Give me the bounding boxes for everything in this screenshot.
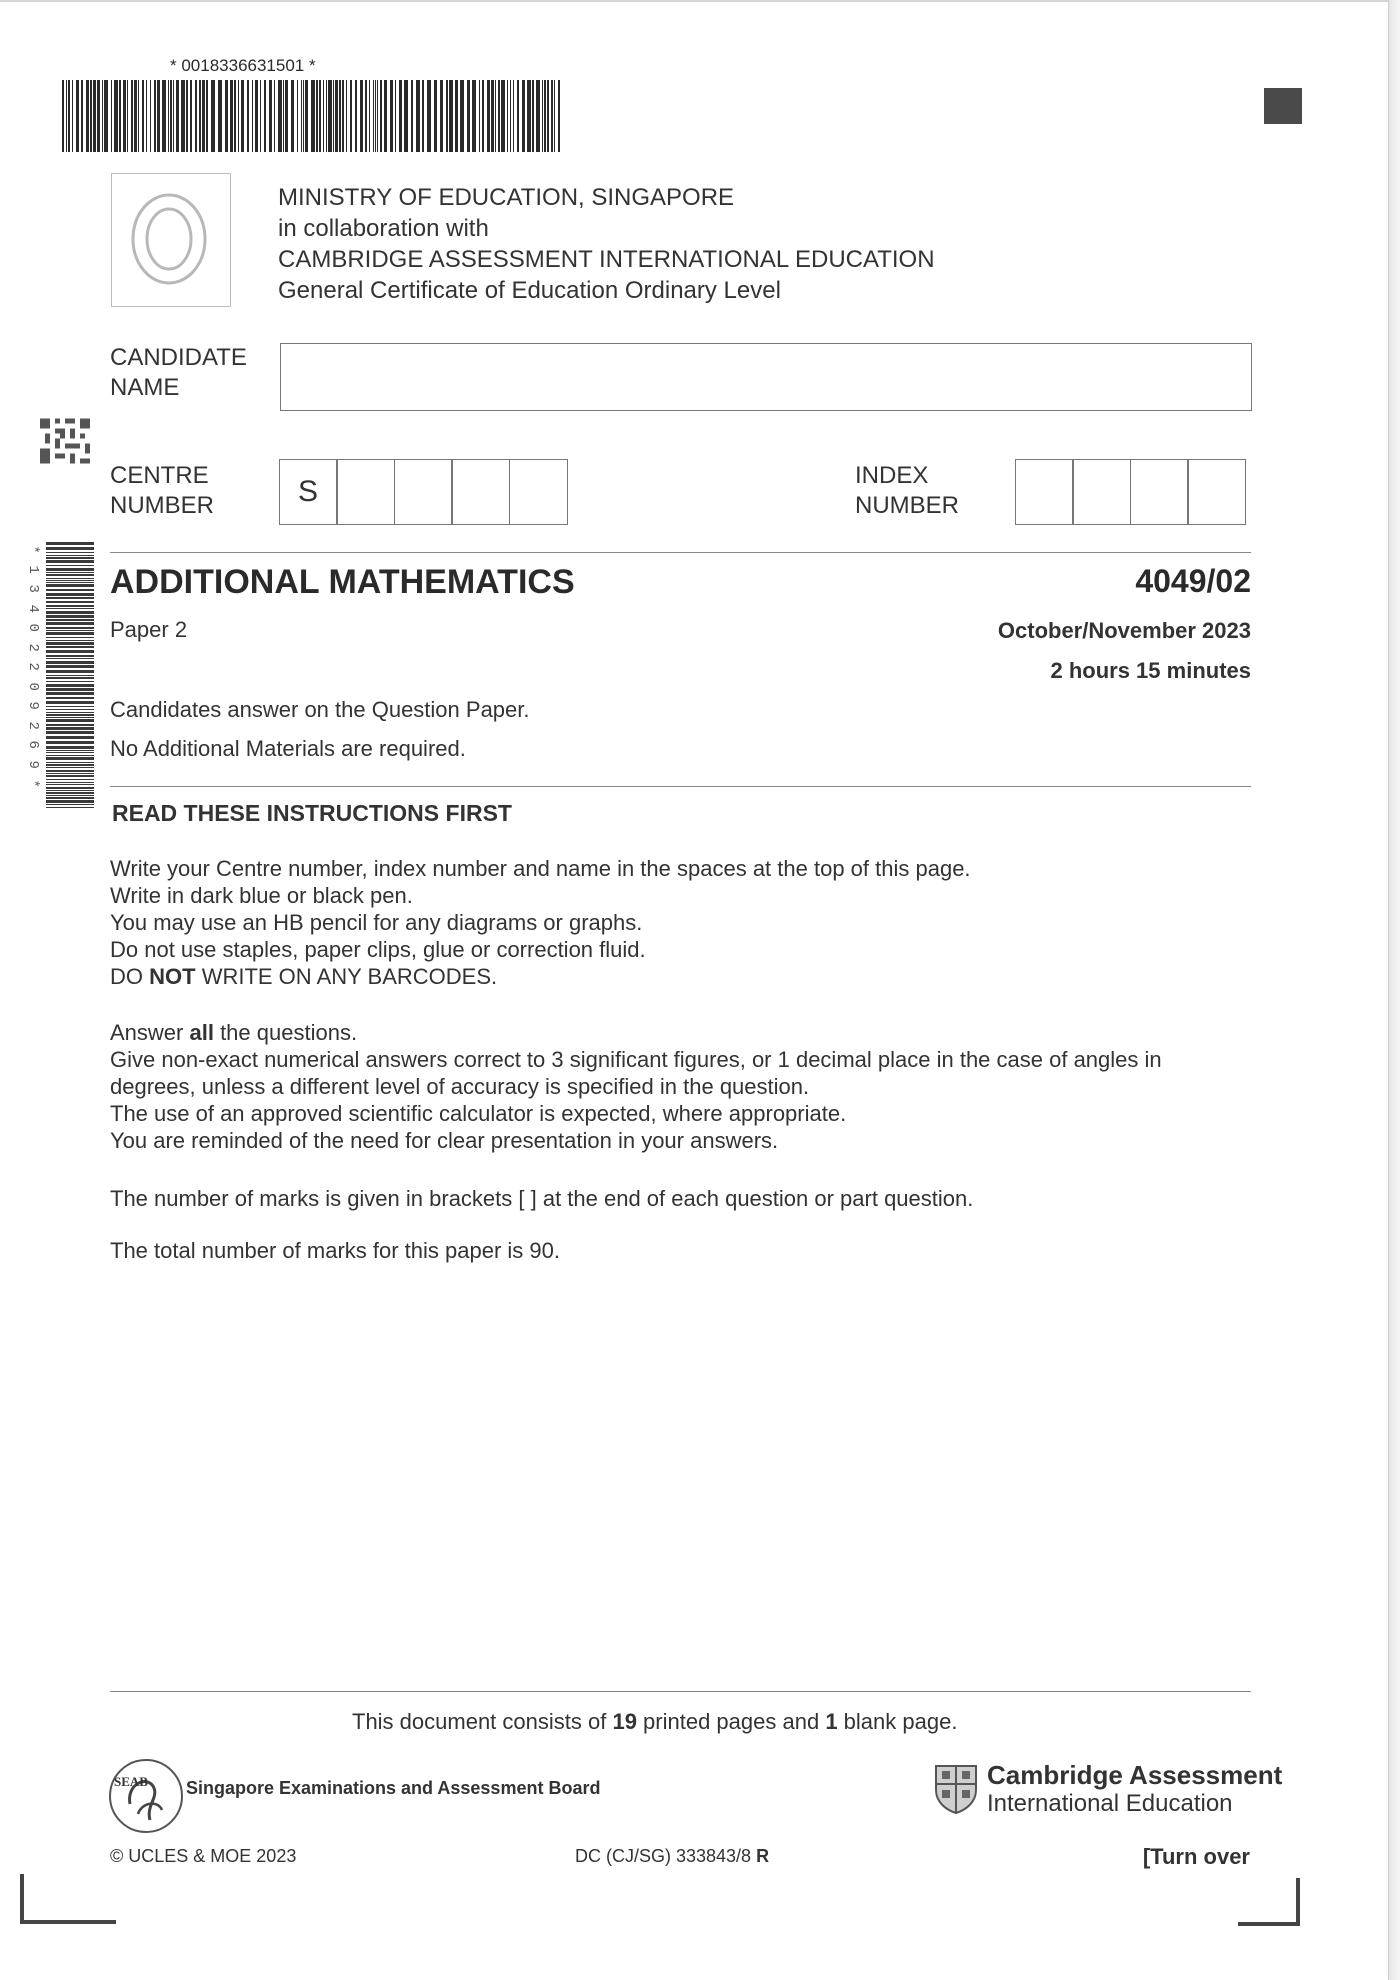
institution-line-1: MINISTRY OF EDUCATION, SINGAPORE (278, 184, 735, 211)
barcode-bar (119, 80, 121, 152)
barcode-bar (46, 755, 94, 756)
barcode-bar (154, 80, 156, 152)
index-number-label-line2: NUMBER (855, 492, 960, 519)
copyright: © UCLES & MOE 2023 (110, 1846, 297, 1866)
barcode-bar (365, 80, 367, 152)
barcode-bar (46, 555, 94, 556)
barcode-bar (46, 767, 94, 768)
institution-line-4: General Certificate of Education Ordinary Level (278, 277, 781, 304)
barcode-bar (46, 795, 94, 796)
candidate-name-label-line1: CANDIDATE (110, 344, 247, 371)
barcode-bar (542, 80, 543, 152)
barcode-bar (46, 677, 94, 679)
barcode-bar (199, 80, 201, 152)
barcode-bar (46, 670, 94, 673)
centre-number-label (110, 461, 214, 521)
barcode-bar (114, 80, 118, 152)
barcode-bar (46, 646, 94, 648)
barcode-bar (46, 746, 94, 749)
barcode-bar (46, 697, 94, 699)
institution-line-2: in collaboration with (278, 215, 489, 242)
barcode-bar (46, 615, 94, 618)
barcode-bar (127, 80, 128, 152)
barcode-bar (150, 80, 151, 152)
barcode-bar (93, 80, 96, 152)
qr-code-icon (40, 418, 90, 464)
barcode-bar (434, 80, 437, 152)
barcode-bar (554, 80, 555, 152)
barcode-bar (350, 80, 352, 152)
barcode-bar (46, 719, 94, 722)
barcode-bar (46, 640, 94, 641)
barcode-bar (46, 764, 94, 766)
barcode-bar (446, 80, 448, 152)
printed-pages-count: 19 (612, 1709, 637, 1734)
barcode-bar (395, 80, 396, 152)
barcode-bar (241, 80, 244, 152)
document-code (575, 1846, 769, 1867)
barcode-bar (186, 80, 188, 152)
barcode-bar (297, 80, 298, 152)
index-number-digit[interactable] (1015, 459, 1074, 525)
barcode-bar (46, 630, 94, 631)
barcode-bar (46, 800, 94, 803)
barcode-bar (335, 80, 338, 152)
centre-number-field[interactable] (280, 459, 568, 525)
barcode-bar (536, 80, 540, 152)
barcode-bar (81, 80, 83, 152)
barcode-bar (479, 80, 480, 152)
barcode-bar (46, 775, 94, 777)
barcode-bar (111, 80, 112, 152)
barcode-bar (46, 637, 94, 638)
barcode-bar (316, 80, 318, 152)
barcode-bar (46, 750, 94, 751)
barcode-bar (162, 80, 166, 152)
barcode-bar (157, 80, 160, 152)
marks-note: The number of marks is given in brackets [ ] at the end of each question or part question. (110, 1186, 974, 1211)
instruction-emphasis: all (189, 1020, 214, 1045)
instructions-block-2 (110, 1019, 1255, 1154)
paper-label: Paper 2 (110, 617, 188, 642)
barcode-bar (46, 661, 94, 664)
barcode-bar (513, 80, 514, 152)
materials-line-2: No Additional Materials are required. (110, 736, 466, 761)
barcode-bar (225, 80, 228, 152)
barcode-bar (123, 80, 126, 152)
barcode-bar (238, 80, 239, 152)
barcode-bar (427, 80, 431, 152)
side-barcode-digit: 3 (24, 584, 41, 593)
page-right-edge (1388, 0, 1400, 1980)
barcode-bar (46, 709, 94, 710)
barcode-bar (46, 560, 94, 563)
barcode-bar (86, 80, 89, 152)
instruction-line: Give non-exact numerical answers correct to 3 significant figures, or 1 decimal place in the case of angles in (110, 1047, 1162, 1072)
barcode-bar (544, 80, 546, 152)
barcode-bar (305, 80, 308, 152)
side-barcode-digit: 4 (24, 604, 41, 613)
barcode-bar (46, 770, 94, 772)
barcode-bar (76, 80, 79, 152)
barcode-bar (46, 597, 94, 599)
cambridge-name-line1: Cambridge Assessment (987, 1760, 1283, 1790)
barcode-bar (46, 547, 94, 550)
side-barcode-digit: 2 (24, 662, 41, 671)
barcode-bar (255, 80, 258, 152)
barcode-bar (46, 804, 94, 805)
candidate-name-label (110, 343, 247, 403)
barcode-bar (482, 80, 484, 152)
side-barcode-digit: 0 (24, 623, 41, 632)
instruction-text: the questions. (213, 1020, 358, 1045)
barcode-bar (301, 80, 302, 152)
barcode-bar (411, 80, 413, 152)
barcode-bar (46, 655, 94, 657)
instruction-line: You may use an HB pencil for any diagrams or graphs. (110, 910, 643, 935)
barcode-bar (46, 582, 94, 583)
barcode-bar (46, 650, 94, 653)
exam-session: October/November 2023 (997, 618, 1251, 643)
barcode-bar (510, 80, 511, 152)
barcode-bar (247, 80, 249, 152)
instruction-line: You are reminded of the need for clear presentation in your answers. (110, 1128, 779, 1153)
instruction-line: The use of an approved scientific calculator is expected, where appropriate. (110, 1101, 847, 1126)
barcode-bar (342, 80, 344, 152)
barcode-bar (46, 782, 94, 783)
barcode-bar (517, 80, 519, 152)
barcode-bar (46, 675, 94, 676)
barcode-bar (46, 779, 94, 780)
barcode-bar (455, 80, 458, 152)
instruction-line-answer (110, 1019, 1255, 1046)
barcode-bar (360, 80, 363, 152)
barcode-bar (333, 80, 334, 152)
barcode-bar (285, 80, 288, 152)
page-count-text: blank page. (837, 1709, 958, 1734)
corner-mark-bottom-right (1238, 1878, 1300, 1926)
barcode-bar (547, 80, 549, 152)
turn-over-note: [Turn over (1142, 1844, 1250, 1869)
barcode-bar (46, 706, 94, 707)
registration-mark (1264, 88, 1302, 124)
side-barcode-digit: 2 (24, 643, 41, 652)
barcode-bar (46, 589, 94, 591)
barcode-bar (168, 80, 169, 152)
institution-line-3: CAMBRIDGE ASSESSMENT INTERNATIONAL EDUCATION (278, 246, 935, 273)
barcode-bar (487, 80, 490, 152)
barcode-bar (303, 80, 304, 152)
paper-code: 4049/02 (1135, 563, 1251, 599)
instruction-text: Answer (110, 1020, 190, 1045)
barcode-bar (90, 80, 92, 152)
barcode-bar (46, 727, 94, 730)
instruction-line: Write your Centre number, index number and name in the spaces at the top of this page. (110, 856, 971, 881)
barcode-bar (170, 80, 172, 152)
instruction-text: DO (110, 964, 150, 989)
barcode-bar (46, 580, 94, 581)
barcode-bar (46, 787, 94, 789)
barcode-bar (46, 658, 94, 659)
barcode-bar (380, 80, 382, 152)
barcode-bar (46, 741, 94, 744)
barcode-bar (46, 736, 94, 739)
barcode-bar (218, 80, 222, 152)
barcode-bar (527, 80, 531, 152)
barcode-bar (472, 80, 476, 152)
top-barcode (62, 80, 566, 152)
centre-number-prefix: S (279, 459, 338, 525)
barcode-bar (46, 632, 94, 635)
barcode-bar (68, 80, 70, 152)
side-barcode-digit: 0 (24, 682, 41, 691)
barcode-bar (274, 80, 275, 152)
barcode-bar (260, 80, 261, 152)
barcode-bar (498, 80, 500, 152)
barcode-bar (46, 724, 94, 726)
corner-mark-bottom-left (20, 1874, 116, 1924)
instruction-line-barcodes (110, 963, 1255, 990)
barcode-bar (384, 80, 387, 152)
barcode-bar (190, 80, 192, 152)
side-barcode-digits (24, 540, 40, 794)
barcode-bar (46, 578, 94, 579)
barcode-bar (46, 611, 94, 614)
barcode-bar (146, 80, 147, 152)
page-top-edge (0, 0, 1388, 2)
barcode-bar (173, 80, 174, 152)
barcode-bar (404, 80, 408, 152)
index-number-digit[interactable] (1072, 459, 1131, 525)
barcode-bar (176, 80, 179, 152)
barcode-bar (46, 792, 94, 794)
side-barcode-digit: 2 (24, 721, 41, 730)
barcode-bar (72, 80, 73, 152)
barcode-bar (507, 80, 508, 152)
index-number-digit[interactable] (1187, 459, 1246, 525)
barcode-bar (46, 773, 94, 774)
barcode-bar (46, 619, 94, 621)
cambridge-name-line2: International Education (987, 1790, 1233, 1817)
barcode-bar (46, 714, 94, 716)
page-count-note (352, 1709, 957, 1735)
barcode-bar (46, 797, 94, 799)
barcode-bar (102, 80, 103, 152)
barcode-bar (46, 601, 94, 603)
centre-number-digit[interactable] (451, 459, 510, 525)
instruction-line: Write in dark blue or black pen. (110, 883, 413, 908)
candidate-name-label-line2: NAME (110, 374, 180, 401)
side-barcode-digit: 6 (24, 740, 41, 749)
barcode-bar (467, 80, 470, 152)
side-barcode-digit: * (24, 545, 41, 554)
instruction-line: degrees, unless a different level of accuracy is specified in the question. (110, 1074, 810, 1099)
document-code-text: DC (CJ/SG) 333843/8 (575, 1846, 757, 1866)
barcode-bar (46, 565, 94, 566)
barcode-bar (399, 80, 402, 152)
barcode-bar (46, 762, 94, 763)
barcode-bar (326, 80, 327, 152)
barcode-bar (252, 80, 253, 152)
instructions-block-1 (110, 855, 1255, 990)
barcode-bar (46, 684, 94, 687)
barcode-bar (46, 542, 94, 545)
candidate-name-field[interactable] (280, 343, 1252, 411)
barcode-bar (377, 80, 378, 152)
barcode-bar (206, 80, 208, 152)
barcode-bar (323, 80, 324, 152)
barcode-bar (142, 80, 144, 152)
barcode-bar (355, 80, 357, 152)
instruction-text: WRITE ON ANY BARCODES. (195, 964, 498, 989)
barcode-bar (181, 80, 185, 152)
barcode-bar (66, 80, 67, 152)
barcode-bar (460, 80, 464, 152)
materials-line-1: Candidates answer on the Question Paper. (110, 697, 530, 722)
barcode-bar (46, 712, 94, 713)
barcode-bar (62, 80, 64, 152)
barcode-bar (46, 605, 94, 607)
cambridge-shield-icon (934, 1764, 978, 1814)
instruction-emphasis: NOT (149, 964, 196, 989)
barcode-bar (46, 731, 94, 734)
barcode-bar (319, 80, 321, 152)
side-barcode-digit: 9 (24, 760, 41, 769)
centre-number-digit[interactable] (509, 459, 568, 525)
barcode-bar (491, 80, 494, 152)
barcode-bar (46, 552, 94, 553)
divider-top (110, 552, 1251, 553)
barcode-bar (328, 80, 332, 152)
barcode-bar (46, 717, 94, 718)
barcode-bar (46, 752, 94, 753)
barcode-bar (134, 80, 137, 152)
instructions-heading: READ THESE INSTRUCTIONS FIRST (112, 800, 512, 826)
barcode-bar (46, 681, 94, 682)
barcode-bar (551, 80, 553, 152)
side-barcode (46, 542, 94, 810)
barcode-bar (234, 80, 236, 152)
barcode-bar (46, 568, 94, 571)
seab-logo-lettering: SEAB (114, 1774, 148, 1789)
barcode-bar (558, 80, 560, 152)
barcode-bar (230, 80, 233, 152)
total-marks: The total number of marks for this paper is 90. (110, 1238, 560, 1263)
barcode-bar (46, 790, 94, 791)
barcode-bar (291, 80, 294, 152)
document-code-suffix: R (756, 1846, 770, 1866)
barcode-bar (46, 608, 94, 609)
barcode-bar (46, 572, 94, 573)
barcode-bar (46, 757, 94, 760)
o-level-logo-icon (128, 190, 210, 288)
barcode-bar (46, 665, 94, 668)
barcode-bar (416, 80, 420, 152)
centre-number-label-line2: NUMBER (110, 492, 215, 519)
seab-name: Singapore Examinations and Assessment Board (186, 1778, 601, 1798)
barcode-number: * 0018336631501 * (170, 56, 316, 75)
barcode-bar (501, 80, 505, 152)
barcode-bar (440, 80, 443, 152)
barcode-bar (46, 688, 94, 691)
barcode-bar (104, 80, 108, 152)
side-barcode-digit: * (24, 779, 41, 788)
barcode-bar (46, 701, 94, 704)
barcode-bar (449, 80, 453, 152)
barcode-bar (211, 80, 215, 152)
side-barcode-digit: 1 (24, 565, 41, 574)
page-count-text: printed pages and (636, 1709, 826, 1734)
barcode-bar (269, 80, 272, 152)
barcode-bar (138, 80, 139, 152)
centre-number-digit[interactable] (394, 459, 453, 525)
barcode-bar (202, 80, 205, 152)
barcode-bar (46, 807, 94, 808)
index-number-digit[interactable] (1130, 459, 1189, 525)
barcode-bar (46, 642, 94, 645)
barcode-bar (46, 692, 94, 695)
barcode-bar (522, 80, 525, 152)
barcode-bar (46, 593, 94, 596)
barcode-bar (532, 80, 534, 152)
barcode-bar (46, 584, 94, 587)
index-number-label-line1: INDEX (855, 462, 929, 489)
barcode-bar (311, 80, 315, 152)
barcode-bar (390, 80, 393, 152)
barcode-bar (46, 557, 94, 559)
subject-title: ADDITIONAL MATHEMATICS (110, 563, 575, 601)
barcode-bar (283, 80, 284, 152)
barcode-bar (375, 80, 376, 152)
barcode-bar (369, 80, 370, 152)
barcode-bar (339, 80, 341, 152)
barcode-bar (46, 622, 94, 625)
divider-instructions (110, 786, 1251, 787)
side-barcode-digit: 9 (24, 701, 41, 710)
exam-duration: 2 hours 15 minutes (1050, 658, 1251, 683)
barcode-bar (131, 80, 133, 152)
barcode-bar (495, 80, 496, 152)
barcode-bar (195, 80, 197, 152)
barcode-bar (97, 80, 100, 152)
barcode-bar (373, 80, 374, 152)
barcode-bar (46, 574, 94, 576)
barcode-bar (46, 627, 94, 629)
instruction-line: Do not use staples, paper clips, glue or correction fluid. (110, 937, 646, 962)
divider-footer (110, 1691, 1251, 1692)
index-number-label (855, 461, 959, 521)
barcode-bar (46, 784, 94, 785)
barcode-bar (422, 80, 424, 152)
page-count-text: This document consists of (352, 1709, 613, 1734)
blank-pages-count: 1 (825, 1709, 838, 1734)
seab-logo-icon (108, 1744, 188, 1840)
barcode-bar (346, 80, 347, 152)
index-number-field[interactable] (1016, 459, 1246, 525)
centre-number-label-line1: CENTRE (110, 462, 209, 489)
centre-number-digit[interactable] (336, 459, 395, 525)
barcode-bar (278, 80, 282, 152)
barcode-bar (264, 80, 266, 152)
